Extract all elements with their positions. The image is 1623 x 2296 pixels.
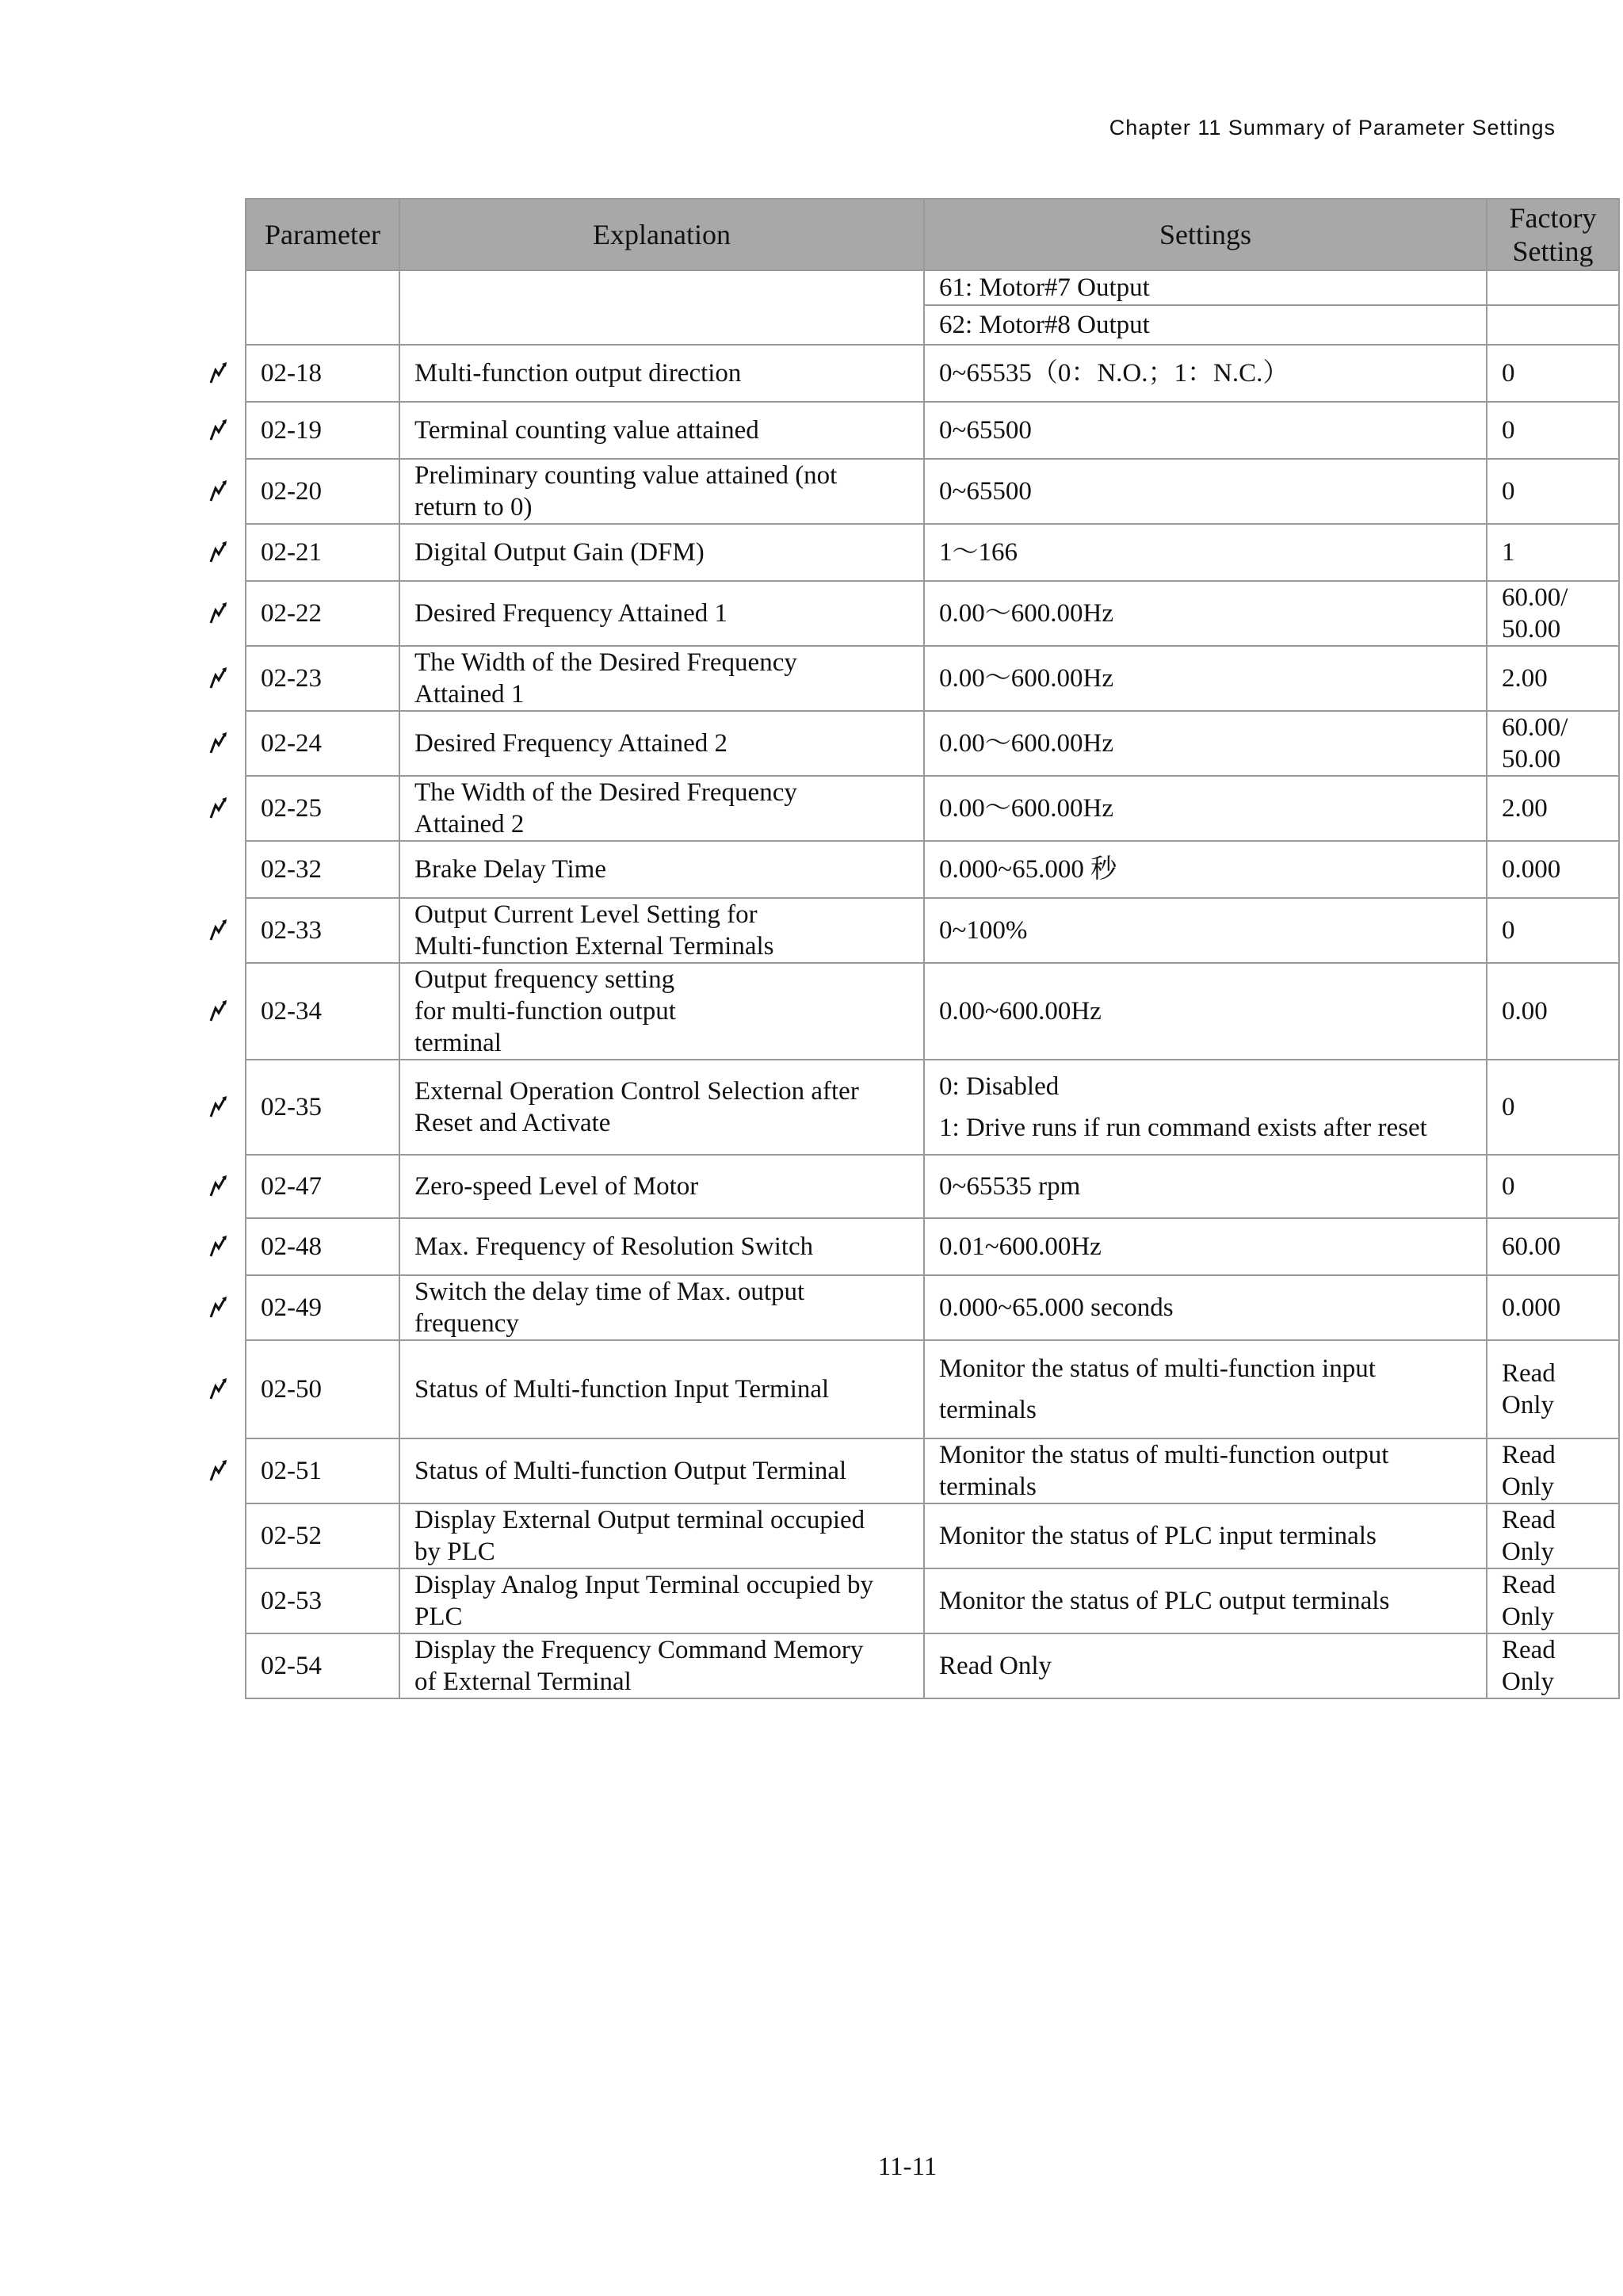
factory-setting-cell bbox=[1487, 841, 1619, 898]
table-row bbox=[246, 776, 1619, 841]
param-code: 02-33 bbox=[261, 916, 322, 945]
setting-cell bbox=[924, 459, 1487, 524]
table-row bbox=[246, 524, 1619, 581]
setting-cell bbox=[924, 1060, 1487, 1155]
factory-setting-line: Read bbox=[1502, 1506, 1556, 1534]
param-code-cell bbox=[246, 581, 399, 646]
setting-line: 0.00~600.00Hz bbox=[939, 997, 1102, 1026]
explanation-cell bbox=[399, 1568, 924, 1633]
explanation-line: Terminal counting value attained bbox=[414, 416, 759, 445]
lightning-mark-icon bbox=[208, 1377, 229, 1401]
factory-setting-line: 60.00/ bbox=[1502, 713, 1568, 742]
factory-setting-cell bbox=[1487, 1060, 1619, 1155]
lightning-mark-icon bbox=[208, 418, 229, 442]
setting-line: 0.00～600.00Hz bbox=[939, 599, 1113, 628]
setting-cell bbox=[924, 646, 1487, 711]
factory-setting-line: 0 bbox=[1502, 477, 1515, 506]
parameter-table-container bbox=[245, 198, 1620, 1699]
lightning-mark-icon bbox=[208, 479, 229, 503]
page-header: Chapter 11 Summary of Parameter Settings bbox=[1109, 116, 1556, 139]
table-row bbox=[246, 963, 1619, 1060]
explanation-line: Multi-function External Terminals bbox=[414, 932, 774, 961]
explanation-line: Desired Frequency Attained 2 bbox=[414, 729, 727, 758]
param-code-cell bbox=[246, 898, 399, 963]
setting-line: 1: Drive runs if run command exists after reset bbox=[939, 1114, 1427, 1142]
explanation-cell bbox=[399, 841, 924, 898]
setting-cell bbox=[924, 1568, 1487, 1633]
setting-line: 0.00～600.00Hz bbox=[939, 729, 1113, 758]
param-code-cell bbox=[246, 963, 399, 1060]
explanation-line: External Operation Control Selection after bbox=[414, 1077, 859, 1106]
factory-setting-line: Only bbox=[1502, 1391, 1554, 1419]
explanation-cell bbox=[399, 524, 924, 581]
param-code: 02-53 bbox=[261, 1587, 322, 1615]
lightning-mark-icon bbox=[208, 732, 229, 755]
explanation-cell bbox=[399, 1275, 924, 1340]
param-code: 02-23 bbox=[261, 664, 322, 693]
setting-cell bbox=[924, 1275, 1487, 1340]
param-code: 02-35 bbox=[261, 1093, 322, 1121]
column-header-factory-word: Factory bbox=[1509, 202, 1597, 234]
explanation-line: Output Current Level Setting for bbox=[414, 900, 758, 929]
param-code-cell bbox=[246, 711, 399, 776]
param-code: 02-32 bbox=[261, 855, 322, 884]
explanation-line: Brake Delay Time bbox=[414, 855, 606, 884]
continued-factory-cell bbox=[1487, 305, 1619, 345]
param-code: 02-51 bbox=[261, 1457, 322, 1485]
factory-setting-line: 1 bbox=[1502, 538, 1515, 567]
setting-line: terminals bbox=[939, 1473, 1037, 1501]
lightning-mark-icon bbox=[208, 797, 229, 820]
explanation-cell bbox=[399, 1218, 924, 1275]
lightning-mark-icon bbox=[208, 541, 229, 564]
param-code: 02-19 bbox=[261, 416, 322, 445]
setting-cell bbox=[924, 841, 1487, 898]
explanation-cell bbox=[399, 581, 924, 646]
param-code: 02-25 bbox=[261, 794, 322, 823]
table-row bbox=[246, 711, 1619, 776]
setting-line: 0.00～600.00Hz bbox=[939, 664, 1113, 693]
factory-setting-cell bbox=[1487, 1438, 1619, 1503]
explanation-line: The Width of the Desired Frequency bbox=[414, 778, 797, 807]
explanation-line: PLC bbox=[414, 1603, 463, 1631]
factory-setting-line: 0 bbox=[1502, 1093, 1515, 1121]
explanation-cell bbox=[399, 776, 924, 841]
param-code-cell bbox=[246, 841, 399, 898]
setting-cell bbox=[924, 402, 1487, 459]
line-gap bbox=[939, 1102, 1472, 1112]
factory-setting-line: Read bbox=[1502, 1636, 1556, 1664]
explanation-line: Status of Multi-function Output Terminal bbox=[414, 1457, 847, 1485]
setting-line: Monitor the status of multi-function output bbox=[939, 1441, 1389, 1469]
table-row bbox=[246, 581, 1619, 646]
line-gap bbox=[939, 1385, 1472, 1394]
lightning-mark-icon bbox=[208, 602, 229, 625]
continued-setting-62: 62: Motor#8 Output bbox=[924, 305, 1487, 345]
param-code: 02-48 bbox=[261, 1232, 322, 1261]
factory-setting-cell bbox=[1487, 459, 1619, 524]
explanation-cell bbox=[399, 1438, 924, 1503]
setting-cell bbox=[924, 711, 1487, 776]
param-code-cell bbox=[246, 776, 399, 841]
explanation-line: Zero-speed Level of Motor bbox=[414, 1172, 699, 1201]
explanation-line: by PLC bbox=[414, 1538, 495, 1566]
explanation-line: Status of Multi-function Input Terminal bbox=[414, 1375, 830, 1404]
table-row bbox=[246, 1568, 1619, 1633]
explanation-line: frequency bbox=[414, 1309, 519, 1338]
factory-setting-line: 0 bbox=[1502, 416, 1515, 445]
page-number: 11-11 bbox=[877, 2153, 938, 2181]
factory-setting-line: 0.00 bbox=[1502, 997, 1548, 1026]
explanation-line: Reset and Activate bbox=[414, 1109, 611, 1137]
setting-line: 0~65535 rpm bbox=[939, 1172, 1081, 1201]
explanation-line: return to 0) bbox=[414, 493, 533, 521]
param-code: 02-47 bbox=[261, 1172, 322, 1201]
explanation-cell bbox=[399, 1633, 924, 1698]
param-code: 02-21 bbox=[261, 538, 322, 567]
factory-setting-line: Read bbox=[1502, 1441, 1556, 1469]
factory-setting-line: 50.00 bbox=[1502, 745, 1561, 774]
factory-setting-cell bbox=[1487, 1503, 1619, 1568]
table-row bbox=[246, 402, 1619, 459]
setting-cell bbox=[924, 963, 1487, 1060]
column-header-parameter: Parameter bbox=[246, 199, 399, 270]
factory-setting-line: Only bbox=[1502, 1668, 1554, 1696]
column-header-factory-word: Setting bbox=[1512, 235, 1594, 267]
explanation-cell bbox=[399, 1060, 924, 1155]
factory-setting-cell bbox=[1487, 1218, 1619, 1275]
lightning-mark-icon bbox=[208, 1095, 229, 1119]
setting-line: Monitor the status of PLC input terminals bbox=[939, 1522, 1377, 1550]
param-code-cell bbox=[246, 1060, 399, 1155]
explanation-line: The Width of the Desired Frequency bbox=[414, 648, 797, 677]
param-code: 02-52 bbox=[261, 1522, 322, 1550]
setting-cell bbox=[924, 1438, 1487, 1503]
table-row bbox=[246, 345, 1619, 402]
setting-line: 0~65500 bbox=[939, 477, 1032, 506]
lightning-mark-icon bbox=[208, 999, 229, 1023]
param-code-cell bbox=[246, 402, 399, 459]
factory-setting-line: 60.00 bbox=[1502, 1232, 1561, 1261]
param-code-cell bbox=[246, 1218, 399, 1275]
table-row bbox=[246, 1438, 1619, 1503]
lightning-mark-icon bbox=[208, 1459, 229, 1483]
setting-line: terminals bbox=[939, 1396, 1037, 1424]
explanation-cell bbox=[399, 963, 924, 1060]
factory-setting-cell bbox=[1487, 776, 1619, 841]
explanation-line: Multi-function output direction bbox=[414, 359, 742, 388]
explanation-line: Attained 1 bbox=[414, 680, 525, 709]
lightning-mark-icon bbox=[208, 919, 229, 942]
param-code-cell bbox=[246, 1633, 399, 1698]
setting-line: 0~65535（0：N.O.；1：N.C.） bbox=[939, 359, 1289, 388]
table-row bbox=[246, 1340, 1619, 1438]
table-row bbox=[246, 898, 1619, 963]
factory-setting-line: 0 bbox=[1502, 916, 1515, 945]
continued-row bbox=[246, 270, 1619, 305]
lightning-mark-icon bbox=[208, 1296, 229, 1320]
param-code: 02-49 bbox=[261, 1293, 322, 1322]
explanation-line: Desired Frequency Attained 1 bbox=[414, 599, 727, 628]
continued-param-cell bbox=[246, 270, 399, 345]
param-code-cell bbox=[246, 1155, 399, 1218]
param-code-cell bbox=[246, 1438, 399, 1503]
explanation-cell bbox=[399, 1155, 924, 1218]
factory-setting-line: 2.00 bbox=[1502, 794, 1548, 823]
lightning-mark-icon bbox=[208, 667, 229, 690]
parameter-table bbox=[245, 198, 1620, 1699]
explanation-line: Max. Frequency of Resolution Switch bbox=[414, 1232, 814, 1261]
setting-cell bbox=[924, 1155, 1487, 1218]
explanation-cell bbox=[399, 898, 924, 963]
setting-line: Monitor the status of PLC output terminals bbox=[939, 1587, 1390, 1615]
table-row bbox=[246, 1155, 1619, 1218]
setting-cell bbox=[924, 581, 1487, 646]
explanation-line: Display External Output terminal occupied bbox=[414, 1506, 865, 1534]
setting-line: 0.000~65.000 seconds bbox=[939, 1293, 1174, 1322]
factory-setting-line: 50.00 bbox=[1502, 615, 1561, 644]
explanation-line: of External Terminal bbox=[414, 1668, 632, 1696]
table-row bbox=[246, 841, 1619, 898]
explanation-line: Preliminary counting value attained (not bbox=[414, 461, 838, 490]
setting-line: Monitor the status of multi-function input bbox=[939, 1354, 1376, 1383]
explanation-cell bbox=[399, 1340, 924, 1438]
continued-setting-61: 61: Motor#7 Output bbox=[924, 270, 1487, 305]
lightning-mark-icon bbox=[208, 361, 229, 385]
explanation-line: Display the Frequency Command Memory bbox=[414, 1636, 864, 1664]
setting-cell bbox=[924, 776, 1487, 841]
explanation-cell bbox=[399, 345, 924, 402]
factory-setting-cell bbox=[1487, 1155, 1619, 1218]
factory-setting-cell bbox=[1487, 711, 1619, 776]
lightning-mark-icon bbox=[208, 1175, 229, 1198]
factory-setting-line: Read bbox=[1502, 1571, 1556, 1599]
param-code-cell bbox=[246, 459, 399, 524]
explanation-line: Output frequency setting bbox=[414, 965, 675, 994]
setting-cell bbox=[924, 1340, 1487, 1438]
setting-line: 1～166 bbox=[939, 538, 1018, 567]
table-row bbox=[246, 1503, 1619, 1568]
factory-setting-cell bbox=[1487, 581, 1619, 646]
explanation-line: Display Analog Input Terminal occupied by bbox=[414, 1571, 874, 1599]
setting-line: Read Only bbox=[939, 1652, 1052, 1680]
factory-setting-line: 0.000 bbox=[1502, 1293, 1561, 1322]
factory-setting-cell bbox=[1487, 1568, 1619, 1633]
table-row bbox=[246, 646, 1619, 711]
factory-setting-cell bbox=[1487, 524, 1619, 581]
setting-line: 0.00～600.00Hz bbox=[939, 794, 1113, 823]
factory-setting-line: Read bbox=[1502, 1359, 1556, 1388]
table-row bbox=[246, 1633, 1619, 1698]
param-code: 02-20 bbox=[261, 477, 322, 506]
explanation-line: for multi-function output bbox=[414, 997, 676, 1026]
table-row bbox=[246, 1275, 1619, 1340]
table-row bbox=[246, 1218, 1619, 1275]
param-code: 02-24 bbox=[261, 729, 322, 758]
explanation-line: Attained 2 bbox=[414, 810, 525, 839]
setting-cell bbox=[924, 1633, 1487, 1698]
param-code-cell bbox=[246, 1503, 399, 1568]
factory-setting-line: 2.00 bbox=[1502, 664, 1548, 693]
param-code-cell bbox=[246, 1568, 399, 1633]
setting-cell bbox=[924, 345, 1487, 402]
param-code: 02-50 bbox=[261, 1375, 322, 1404]
param-code: 02-22 bbox=[261, 599, 322, 628]
param-code: 02-18 bbox=[261, 359, 322, 388]
table-row bbox=[246, 459, 1619, 524]
factory-setting-line: 60.00/ bbox=[1502, 583, 1568, 612]
setting-cell bbox=[924, 898, 1487, 963]
factory-setting-cell bbox=[1487, 898, 1619, 963]
factory-setting-line: 0.000 bbox=[1502, 855, 1561, 884]
factory-setting-line: 0 bbox=[1502, 359, 1515, 388]
factory-setting-cell bbox=[1487, 963, 1619, 1060]
param-code-cell bbox=[246, 1340, 399, 1438]
setting-cell bbox=[924, 1503, 1487, 1568]
factory-setting-cell bbox=[1487, 345, 1619, 402]
explanation-line: Digital Output Gain (DFM) bbox=[414, 538, 705, 567]
column-header-factory-text bbox=[1487, 201, 1618, 268]
continued-factory-cell bbox=[1487, 270, 1619, 305]
factory-setting-cell bbox=[1487, 646, 1619, 711]
param-code-cell bbox=[246, 524, 399, 581]
explanation-cell bbox=[399, 459, 924, 524]
factory-setting-line: Only bbox=[1502, 1603, 1554, 1631]
factory-setting-line: 0 bbox=[1502, 1172, 1515, 1201]
factory-setting-line: Only bbox=[1502, 1473, 1554, 1501]
explanation-cell bbox=[399, 711, 924, 776]
param-code-cell bbox=[246, 1275, 399, 1340]
factory-setting-cell bbox=[1487, 402, 1619, 459]
param-code: 02-54 bbox=[261, 1652, 322, 1680]
continued-explanation-cell bbox=[399, 270, 924, 345]
setting-cell bbox=[924, 524, 1487, 581]
explanation-line: terminal bbox=[414, 1029, 502, 1057]
factory-setting-cell bbox=[1487, 1633, 1619, 1698]
setting-line: 0~65500 bbox=[939, 416, 1032, 445]
factory-setting-line: Only bbox=[1502, 1538, 1554, 1566]
explanation-cell bbox=[399, 402, 924, 459]
factory-setting-cell bbox=[1487, 1275, 1619, 1340]
table-header-row bbox=[246, 199, 1619, 270]
setting-line: 0: Disabled bbox=[939, 1072, 1060, 1101]
setting-cell bbox=[924, 1218, 1487, 1275]
table-row bbox=[246, 1060, 1619, 1155]
column-header-explanation: Explanation bbox=[399, 199, 924, 270]
column-header-factory-setting bbox=[1487, 199, 1619, 270]
explanation-cell bbox=[399, 1503, 924, 1568]
param-code-cell bbox=[246, 345, 399, 402]
explanation-cell bbox=[399, 646, 924, 711]
setting-line: 0.000~65.000 秒 bbox=[939, 855, 1117, 884]
setting-line: 0~100% bbox=[939, 916, 1028, 945]
param-code-cell bbox=[246, 646, 399, 711]
factory-setting-cell bbox=[1487, 1340, 1619, 1438]
param-code: 02-34 bbox=[261, 997, 322, 1026]
lightning-mark-icon bbox=[208, 1235, 229, 1259]
setting-line: 0.01~600.00Hz bbox=[939, 1232, 1102, 1261]
column-header-settings: Settings bbox=[924, 199, 1487, 270]
explanation-line: Switch the delay time of Max. output bbox=[414, 1278, 805, 1306]
